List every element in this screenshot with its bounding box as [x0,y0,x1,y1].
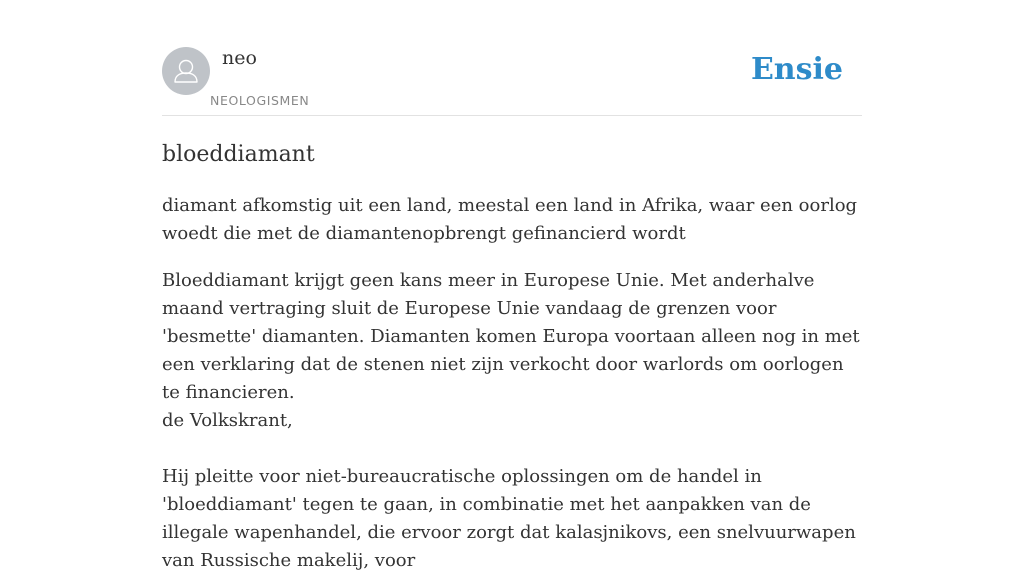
username-link[interactable]: neo [222,47,257,69]
entry-header [162,0,862,116]
page-container [162,0,862,571]
entry-example: Bloeddiamant krijgt geen kans meer in Europese Unie. Met anderhalve maand vertraging sluit de Europese Unie vandaag de grenzen voor 'besmette' diamanten. Diamanten komen Europa voortaan alleen nog in met een verklaring dat de stenen niet zijn verkocht door warlords om oorlogen te financieren. de Volkskrant, Hij pleitte voor niet-bureaucratische oplossingen om de handel in 'bloeddiamant' tegen te gaan, in combinatie met het aanpakken van de illegale wapenhandel, die ervoor zorgt dat kalasjnikovs, een snelvuurwapen van Russische makelij, voor [162,270,860,571]
entry-definition: diamant afkomstig uit een land, meestal een land in Afrika, waar een oorlog woedt die met de diamantenopbrengt gefinancierd wordt [162,195,858,244]
category-label[interactable]: NEOLOGISMEN [210,93,310,108]
person-outline-icon [162,47,210,95]
ensie-logo[interactable]: Ensie [750,52,843,87]
user-avatar-icon[interactable] [162,47,210,95]
entry-title: bloeddiamant [162,142,315,167]
